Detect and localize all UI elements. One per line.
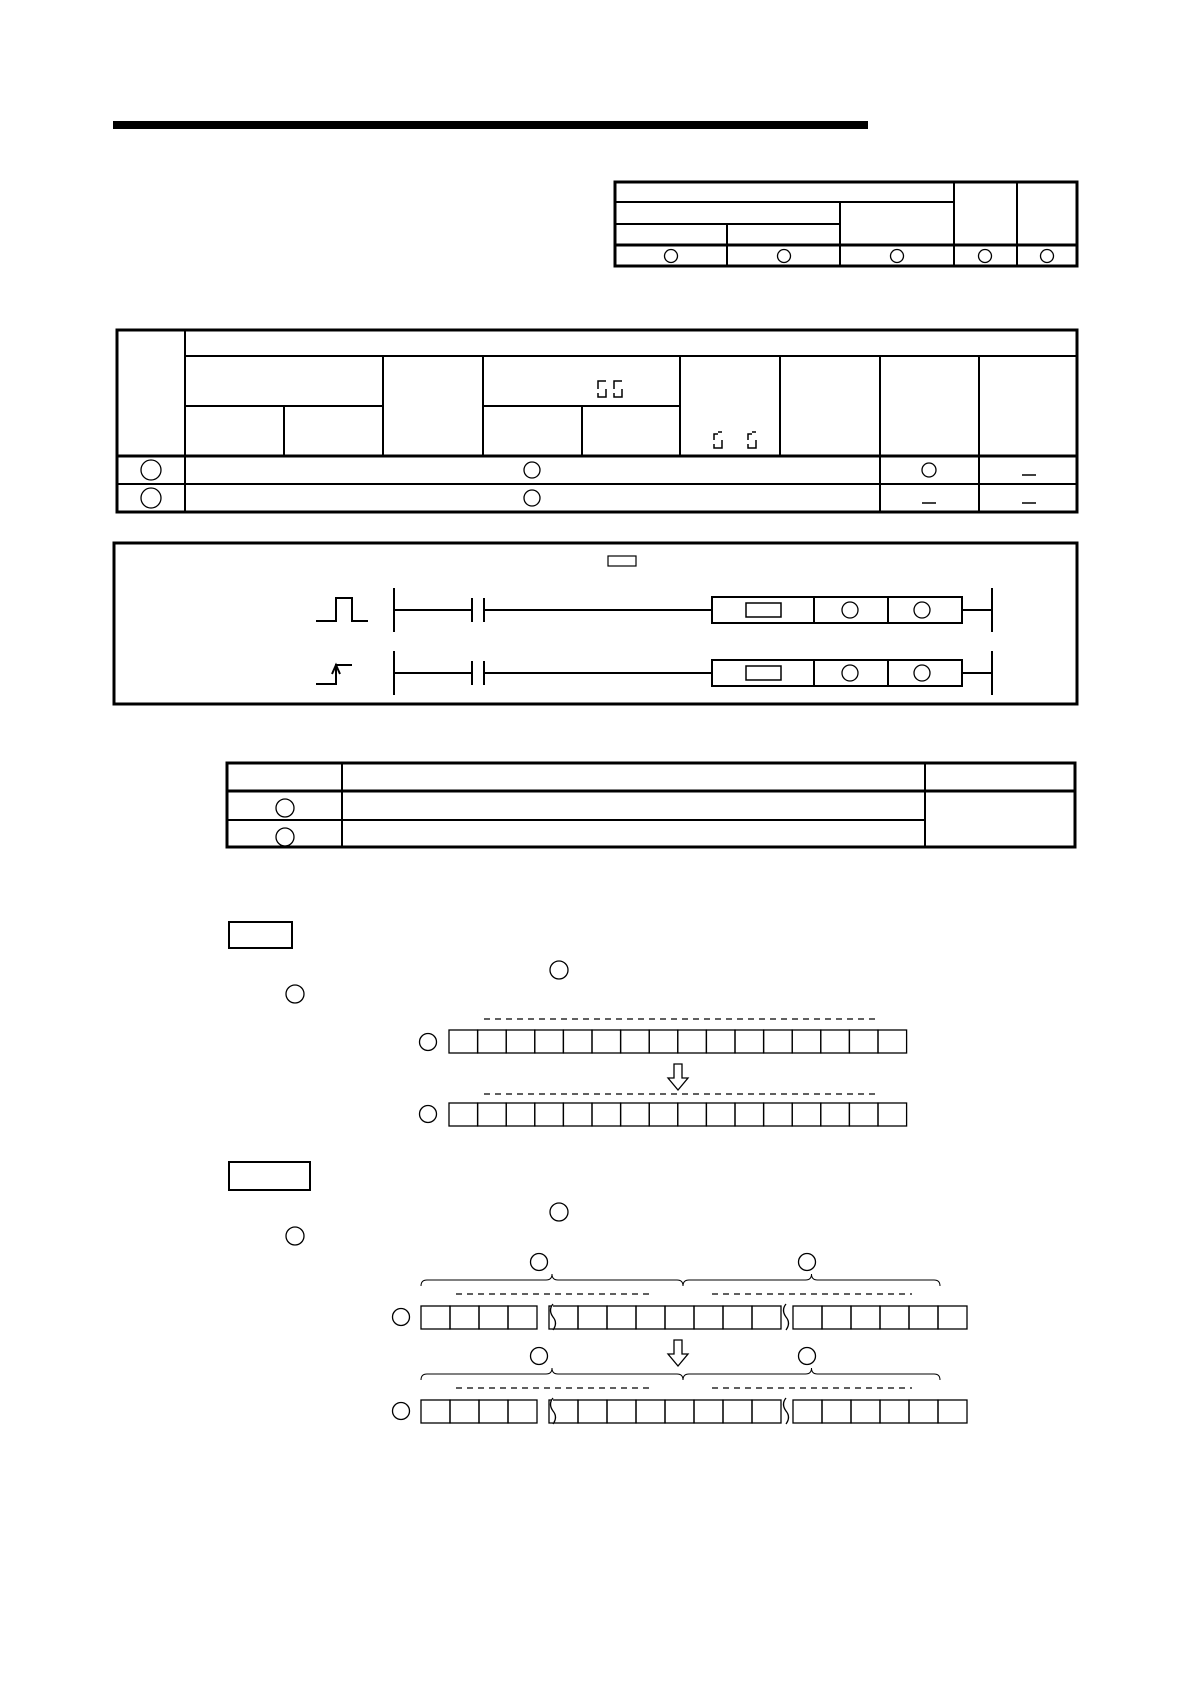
bit-cell — [578, 1306, 607, 1329]
bit-cell — [938, 1400, 967, 1423]
operand-mark — [914, 665, 930, 681]
bit-cell — [508, 1400, 537, 1423]
bit-cell — [764, 1030, 793, 1053]
bit-cell — [909, 1400, 938, 1423]
register-cells — [449, 1103, 907, 1126]
bit-cell — [649, 1030, 678, 1053]
bit-cell — [938, 1306, 967, 1329]
instruction-name-box — [746, 666, 781, 680]
bit-cell — [578, 1400, 607, 1423]
ladder-rung — [316, 651, 992, 695]
bit-cell — [607, 1400, 636, 1423]
device-col-8-mark — [922, 463, 936, 477]
break-mark — [551, 1398, 556, 1424]
bit-cell — [636, 1400, 665, 1423]
device-span-mark — [524, 462, 540, 478]
bit-cell — [851, 1400, 880, 1423]
instruction-box — [712, 660, 962, 686]
bit-cell — [508, 1306, 537, 1329]
device-row-label — [141, 460, 161, 480]
bit-cell — [563, 1103, 592, 1126]
instruction-box — [712, 597, 962, 623]
bit-cell — [649, 1103, 678, 1126]
bit-cell — [678, 1103, 707, 1126]
bit-cell — [821, 1030, 850, 1053]
circle-marker-icon — [550, 961, 568, 979]
bit-cell — [449, 1030, 478, 1053]
word-brace — [683, 1368, 940, 1380]
legend-marker-icon — [608, 556, 636, 566]
device-bracket-icon — [598, 381, 756, 448]
cpu-mark — [979, 250, 992, 263]
register-cells — [421, 1304, 967, 1330]
bit-cell — [822, 1306, 851, 1329]
bit-cell — [793, 1400, 822, 1423]
cpu-mark — [1041, 250, 1054, 263]
bit-cell — [878, 1103, 907, 1126]
cpu-compat-marks — [665, 250, 1054, 263]
bit-cell — [821, 1103, 850, 1126]
bit-cell — [563, 1030, 592, 1053]
bit-cell — [880, 1400, 909, 1423]
instruction-name-box — [746, 603, 781, 617]
circle-marker-icon — [393, 1403, 410, 1420]
setting-row-mark — [276, 799, 294, 817]
bit-cell — [735, 1030, 764, 1053]
circle-marker-icon — [286, 1227, 304, 1245]
break-mark — [551, 1304, 556, 1330]
bit-cell — [792, 1103, 821, 1126]
ladder-rung — [316, 588, 992, 632]
bit-cell — [678, 1030, 707, 1053]
operand-mark — [914, 602, 930, 618]
example-2-label-box — [229, 1162, 310, 1190]
cpu-mark — [891, 250, 904, 263]
circle-marker-icon — [420, 1106, 437, 1123]
circle-marker-icon — [393, 1309, 410, 1326]
circle-marker-icon — [531, 1348, 548, 1365]
function-diagram-1 — [286, 961, 907, 1126]
circle-marker-icon — [799, 1348, 816, 1365]
usable-device-table — [117, 330, 1077, 512]
example-1-label-box — [229, 922, 292, 948]
bit-cell — [723, 1306, 752, 1329]
function-diagram-2 — [286, 1203, 967, 1424]
bit-cell — [706, 1103, 735, 1126]
bit-cell — [506, 1030, 535, 1053]
bit-cell — [793, 1306, 822, 1329]
bit-cell — [909, 1306, 938, 1329]
bit-cell — [607, 1306, 636, 1329]
circle-marker-icon — [286, 985, 304, 1003]
bit-cell — [421, 1400, 450, 1423]
bit-cell — [880, 1306, 909, 1329]
bit-cell — [723, 1400, 752, 1423]
bit-cell — [535, 1103, 564, 1126]
bit-cell — [478, 1030, 507, 1053]
bit-cell — [450, 1400, 479, 1423]
header-rule — [113, 121, 868, 129]
word-brace — [421, 1274, 683, 1286]
bit-cell — [449, 1103, 478, 1126]
bit-cell — [694, 1400, 723, 1423]
bit-cell — [878, 1030, 907, 1053]
bit-cell — [752, 1400, 781, 1423]
bit-cell — [479, 1400, 508, 1423]
device-span-mark — [524, 490, 540, 506]
circle-marker-icon — [799, 1254, 816, 1271]
operand-mark — [842, 602, 858, 618]
bit-cell — [592, 1103, 621, 1126]
bit-cell — [665, 1400, 694, 1423]
pulse-contact-icon — [316, 598, 368, 621]
bit-cell — [665, 1306, 694, 1329]
setting-row-mark — [276, 828, 294, 846]
bit-cell — [421, 1306, 450, 1329]
bit-cell — [752, 1306, 781, 1329]
circle-marker-icon — [531, 1254, 548, 1271]
register-cells — [421, 1398, 967, 1424]
setting-data-table — [227, 763, 1075, 847]
bit-cell — [706, 1030, 735, 1053]
word-brace — [683, 1274, 940, 1286]
bit-cell — [535, 1030, 564, 1053]
bit-cell — [450, 1306, 479, 1329]
bit-cell — [478, 1103, 507, 1126]
register-cells — [449, 1030, 907, 1053]
cpu-mark — [778, 250, 791, 263]
down-arrow-icon — [668, 1064, 688, 1090]
circle-marker-icon — [550, 1203, 568, 1221]
bit-cell — [621, 1103, 650, 1126]
bit-cell — [792, 1030, 821, 1053]
cpu-compat-table — [615, 182, 1077, 266]
bit-cell — [735, 1103, 764, 1126]
bit-cell — [822, 1400, 851, 1423]
circle-marker-icon — [420, 1034, 437, 1051]
word-brace — [421, 1368, 683, 1380]
bit-cell — [636, 1306, 665, 1329]
setting-data-marks — [276, 799, 294, 846]
operand-mark — [842, 665, 858, 681]
bit-cell — [592, 1030, 621, 1053]
bit-cell — [851, 1306, 880, 1329]
bit-cell — [849, 1103, 878, 1126]
bit-cell — [479, 1306, 508, 1329]
bit-cell — [764, 1103, 793, 1126]
down-arrow-icon — [668, 1340, 688, 1366]
ladder-rungs — [316, 588, 992, 695]
break-mark — [784, 1304, 789, 1330]
cpu-mark — [665, 250, 678, 263]
bit-cell — [506, 1103, 535, 1126]
break-mark — [784, 1398, 789, 1424]
bit-cell — [621, 1030, 650, 1053]
device-row-label — [141, 488, 161, 508]
bit-cell — [694, 1306, 723, 1329]
bit-cell — [849, 1030, 878, 1053]
